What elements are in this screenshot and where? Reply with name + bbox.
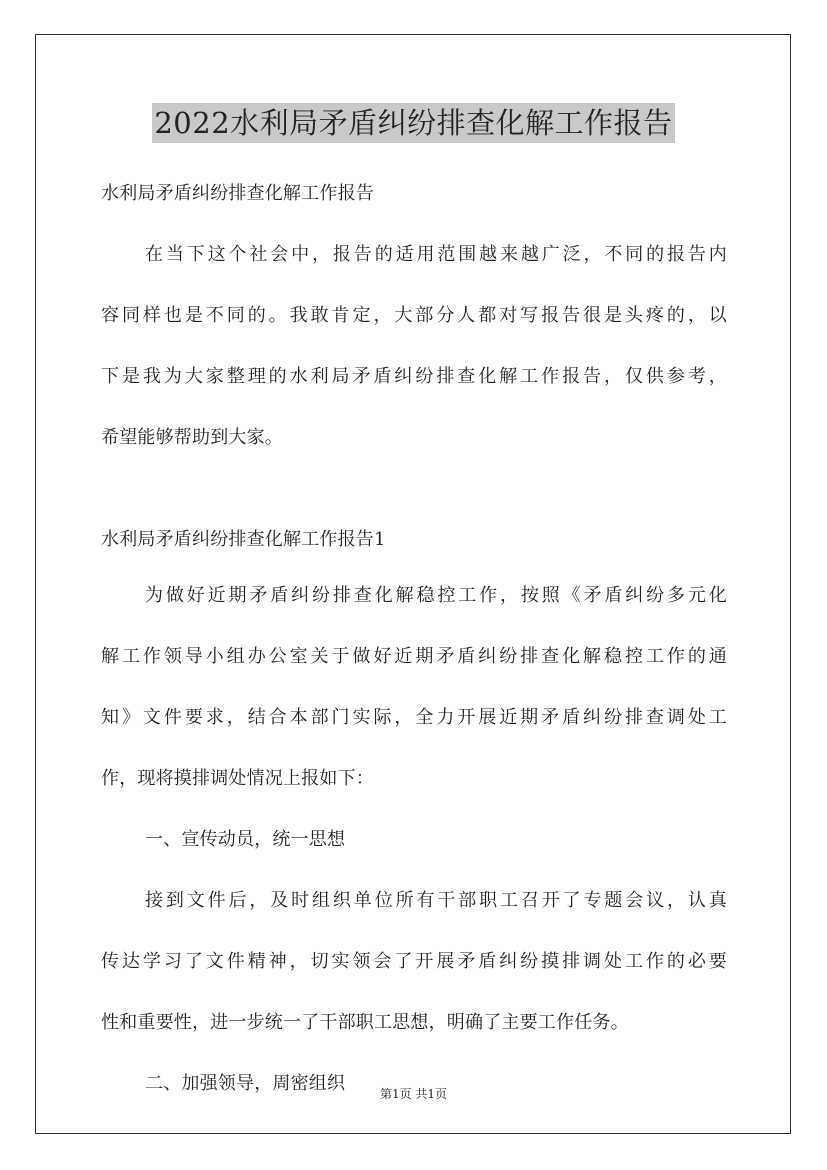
paragraph-line: 传达学习了文件精神，切实领会了开展矛盾纠纷摸排调处工作的必要	[101, 951, 727, 972]
section-paragraph	[101, 882, 727, 1042]
paragraph-line: 希望能够帮助到大家。	[101, 427, 283, 448]
paragraph-line: 性和重要性，进一步统一了干部职工思想，明确了主要工作任务。	[101, 1012, 629, 1033]
subtitle: 水利局矛盾纠纷排查化解工作报告	[101, 183, 374, 204]
document-title	[0, 102, 827, 142]
section-heading: 二、加强领导，周密组织	[145, 1073, 346, 1094]
section-heading: 一、宣传动员，统一思想	[145, 829, 346, 850]
paragraph-line: 在当下这个社会中，报告的适用范围越来越广泛，不同的报告内	[145, 244, 727, 265]
paragraph-line: 接到文件后，及时组织单位所有干部职工召开了专题会议，认真	[145, 890, 727, 911]
document-body	[101, 175, 727, 1103]
paragraph-line: 为做好近期矛盾纠纷排查化解稳控工作，按照《矛盾纠纷多元化	[145, 585, 727, 606]
intro-paragraph	[101, 236, 727, 457]
report-paragraph	[101, 577, 727, 798]
report-heading: 水利局矛盾纠纷排查化解工作报告1	[101, 529, 386, 550]
paragraph-line: 容同样也是不同的。我敢肯定，大部分人都对写报告很是头疼的，以	[101, 305, 727, 326]
paragraph-line: 知》文件要求，结合本部门实际，全力开展近期矛盾纠纷排查调处工	[101, 707, 727, 728]
document-title-text: 2022水利局矛盾纠纷排查化解工作报告	[152, 103, 674, 143]
paragraph-line: 解工作领导小组办公室关于做好近期矛盾纠纷排查化解稳控工作的通	[101, 646, 727, 667]
paragraph-line: 下是我为大家整理的水利局矛盾纠纷排查化解工作报告，仅供参考，	[101, 366, 727, 387]
page-number: 第1页 共1页	[379, 1087, 448, 1101]
paragraph-line: 作，现将摸排调处情况上报如下：	[101, 768, 374, 789]
